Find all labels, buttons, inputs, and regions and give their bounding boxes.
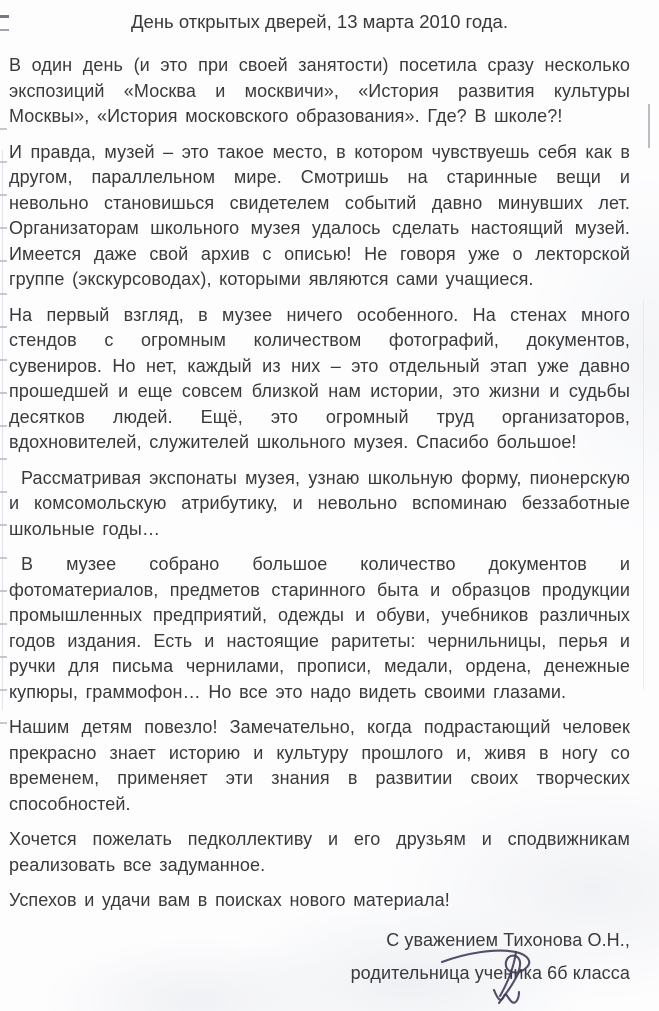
signature-name-line: С уважением Тихонова О.Н., xyxy=(386,929,630,950)
letter-paragraph-5: В музее собрано большое количество документов и фотоматериалов, предметов старинного быта и образцов продукции промышленных предприятий, одежды и обуви, учебников различных годов издания. Есть и настоящие раритеты: чернильницы, перья и ручки для письма чернилами, прописи, медали, ордена, денежные купюры, граммофон… Но все это надо видеть своими глазами. xyxy=(9,554,630,702)
letter-paragraph-3: На первый взгляд, в музее ничего особенного. На стенах много стендов с огромным количеством фотографий, документов, сувениров. Но нет, каждый из них – это отдельный этап уже давно прошедшей и еще совсем близкой нам истории, это жизни и судьбы десятков людей. Ещё, это огромный труд организаторов, вдохновителей, служителей школьного музея. Спасибо большое! xyxy=(9,304,630,452)
letter-paragraph-2: И правда, музей – это такое место, в котором чувствуешь себя как в другом, параллельном мире. Смотришь на старинные вещи и невольно становишься свидетелем событий давно минувших лет. Организаторам школьного музея удалось сделать настоящий музей. Имеется даже свой архив с описью! Не говоря уже о лекторской группе (экскурсоводах), которыми являются сами учащиеся. xyxy=(9,141,630,289)
letter-paragraph-1: В один день (и это при своей занятости) посетила сразу несколько экспозиций «Москва и москвичи», «История развития культуры Москвы», «История московского образования». Где? В школе?! xyxy=(9,55,630,126)
letter-paragraph-4: Рассматривая экспонаты музея, узнаю школьную форму, пионерскую и комсомольскую атрибутику, и невольно вспоминаю беззаботные школьные годы… xyxy=(9,467,630,539)
letter-paragraph-6: Нашим детям повезло! Замечательно, когда подрастающий человек прекрасно знает историю и культуру прошлого и, живя в ногу со временем, применяет эти знания в развитии своих творческих способностей. xyxy=(9,717,630,814)
letter-title: День открытых дверей, 13 марта 2010 года. xyxy=(131,11,508,32)
letter-paragraph-7: Хочется пожелать педколлективу и его друзьям и сподвижникам реализовать все задуманное. xyxy=(9,829,630,875)
handwritten-signature-icon xyxy=(438,946,538,1010)
signature-role-line: родительница ученика 6б класса xyxy=(350,963,630,983)
letter-paragraph-8: Успехов и удачи вам в поисках нового материала! xyxy=(9,890,450,910)
